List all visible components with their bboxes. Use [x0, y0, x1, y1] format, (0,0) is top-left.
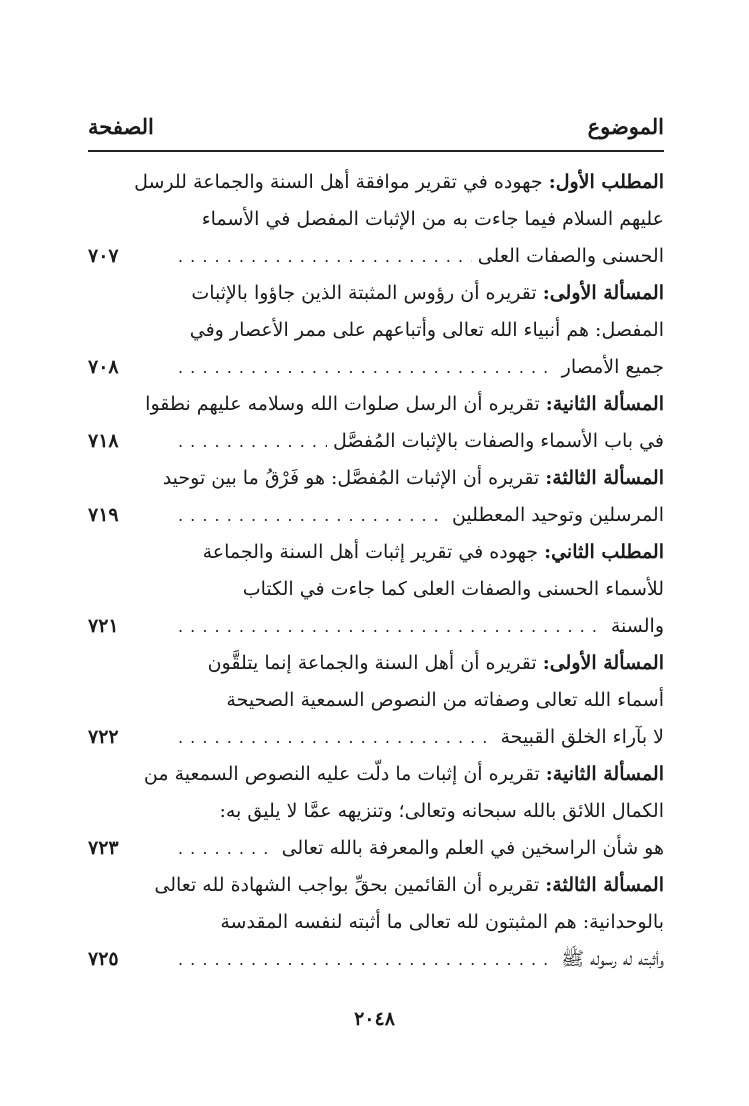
- toc-entry: [88, 645, 664, 756]
- toc-entry-line: [88, 571, 664, 608]
- toc-entry-text: الكمال اللائق بالله سبحانه وتعالى؛ وتنزيهه عمَّا لا يليق به:: [219, 800, 664, 822]
- toc-entry-line: [88, 497, 664, 534]
- toc-page-number: ٧٠٧: [88, 245, 119, 267]
- toc-entry-line: [88, 534, 664, 571]
- toc-page-number: ٧١٩: [88, 504, 119, 526]
- toc-page-number: ٧٢٥: [88, 948, 119, 970]
- toc-entry-line: [88, 830, 664, 867]
- toc-entry-line: [88, 386, 664, 423]
- toc-entry-line: [88, 682, 664, 719]
- toc-entry-text: والسنة: [610, 615, 664, 637]
- toc-page-number: ٧٢٣: [88, 837, 119, 859]
- toc-entry-line: [88, 275, 664, 312]
- toc-entry-text: المفصل: هم أنبياء الله تعالى وأتباعهم على ممر الأعصار وفي: [189, 319, 664, 341]
- page-number: ٢٠٤٨: [354, 1008, 395, 1030]
- toc-page-number: ٧١٨: [88, 430, 119, 452]
- header-divider: [88, 150, 664, 152]
- toc-entry-line: [88, 608, 664, 645]
- toc-entry: [88, 386, 664, 460]
- topic-column-heading: الموضوع: [587, 114, 664, 139]
- toc-entry-label: المسألة الثانية:: [545, 763, 664, 785]
- toc-entry-line: [88, 904, 664, 941]
- toc-entry-label: المطلب الثاني:: [544, 541, 664, 563]
- page-column-heading: الصفحة: [88, 114, 154, 139]
- toc-entry-line: [88, 349, 664, 386]
- toc-entry-text: المرسلين وتوحيد المعطلين: [451, 504, 664, 526]
- toc-entry-text: عليهم السلام فيما جاءت به من الإثبات المفصل في الأسماء: [201, 208, 664, 230]
- toc-entry-label: المسألة الثانية:: [545, 393, 664, 415]
- toc-entry-text: تقريره أن إثبات ما دلّت عليه النصوص السمعية من: [143, 763, 540, 785]
- toc-entry-label: المسألة الأولى:: [542, 282, 664, 304]
- toc-entry-label: المطلب الأول:: [548, 171, 664, 193]
- toc-entry-line: [88, 460, 664, 497]
- toc-entry-line: [88, 312, 664, 349]
- toc-entry: [88, 275, 664, 386]
- toc-entry-text: هو شأن الراسخين في العلم والمعرفة بالله تعالى: [281, 837, 664, 859]
- toc-entry-label: المسألة الثالثة:: [545, 467, 664, 489]
- toc-page-number: ٧٢٢: [88, 726, 119, 748]
- toc-entry-line: [88, 645, 664, 682]
- table-header: [88, 108, 664, 148]
- toc-entry-label: المسألة الأولى:: [542, 652, 664, 674]
- toc-entry-text: جهوده في تقرير موافقة أهل السنة والجماعة للرسل: [134, 171, 543, 193]
- toc-entry: [88, 867, 664, 978]
- toc-entry: [88, 534, 664, 645]
- toc-entry-line: [88, 201, 664, 238]
- toc-entry-text: وأثبته له رسوله ﷺ: [561, 948, 664, 970]
- toc-entry: [88, 164, 664, 275]
- toc-entry-line: [88, 793, 664, 830]
- toc-entry-text: تقريره أن الرسل صلوات الله وسلامه عليهم نطقوا: [145, 393, 540, 415]
- toc-page-number: ٧٠٨: [88, 356, 119, 378]
- toc-entry-text: جهوده في تقرير إثبات أهل السنة والجماعة: [202, 541, 539, 563]
- toc-entry-text: تقريره أن الإثبات المُفصَّل: هو فَرْقُ ما بين توحيد: [162, 467, 540, 489]
- toc-entry-line: [88, 719, 664, 756]
- dot-leader: [178, 608, 664, 645]
- toc-entry-text: بالوحدانية: هم المثبتون لله تعالى ما أثبته لنفسه المقدسة: [220, 911, 664, 933]
- toc-entry-line: [88, 238, 664, 275]
- toc-entry-line: [88, 756, 664, 793]
- toc-entry-line: [88, 867, 664, 904]
- table-of-contents: [88, 164, 664, 978]
- toc-entry-line: [88, 164, 664, 201]
- toc-entry-text: جميع الأمصار: [561, 356, 664, 378]
- toc-entry-text: تقريره أن رؤوس المثبتة الذين جاؤوا بالإثبات: [191, 282, 537, 304]
- toc-entry-text: أسماء الله تعالى وصفاته من النصوص السمعية الصحيحة: [226, 689, 664, 711]
- toc-entry-text: تقريره أن القائمين بحقِّ بواجب الشهادة لله تعالى: [154, 874, 540, 896]
- toc-entry-label: المسألة الثالثة:: [545, 874, 664, 896]
- toc-entry-text: الحسنى والصفات العلى: [477, 245, 664, 267]
- toc-entry: [88, 756, 664, 867]
- toc-entry-text: لا بآراء الخلق القبيحة: [500, 726, 664, 748]
- toc-entry-text: تقريره أن أهل السنة والجماعة إنما يتلقَّون: [207, 652, 537, 674]
- toc-entry-text: للأسماء الحسنى والصفات العلى كما جاءت في الكتاب: [242, 578, 664, 600]
- toc-entry-line: [88, 941, 664, 978]
- toc-page-number: ٧٢١: [88, 615, 119, 637]
- toc-entry: [88, 460, 664, 534]
- toc-entry-text: في باب الأسماء والصفات بالإثبات المُفصَّل: [333, 430, 664, 452]
- toc-entry-line: [88, 423, 664, 460]
